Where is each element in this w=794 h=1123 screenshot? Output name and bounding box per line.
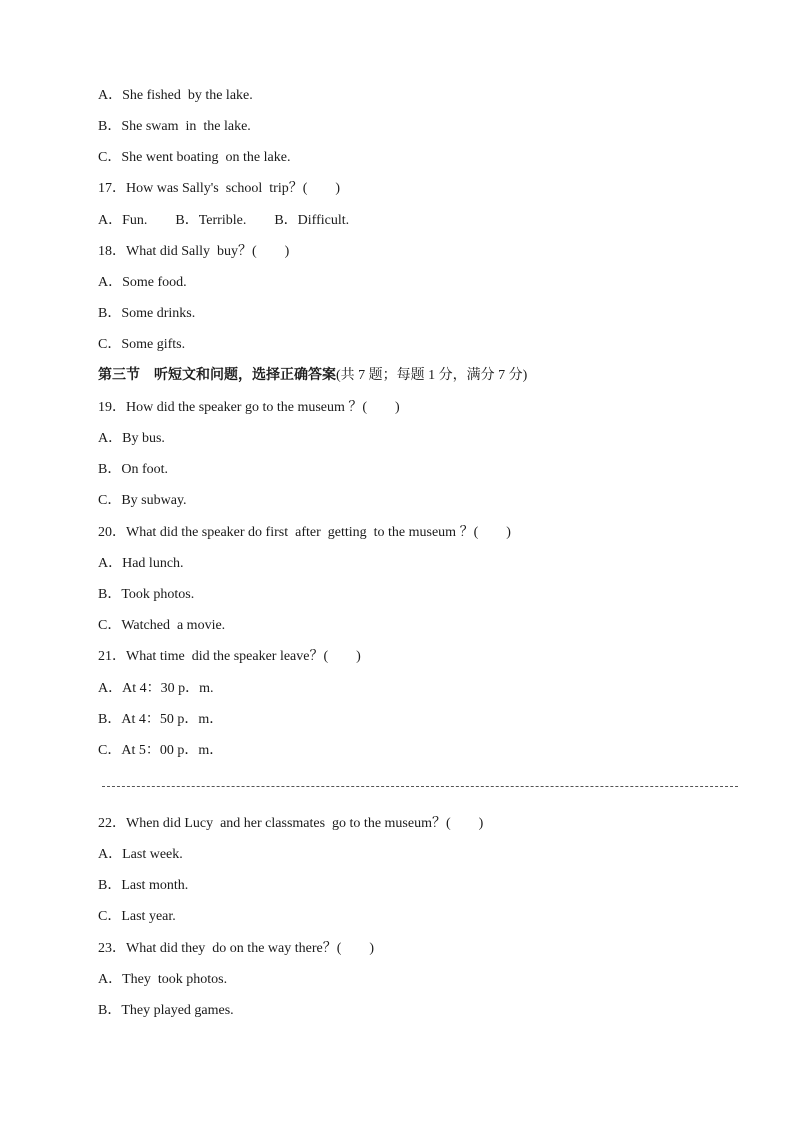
option-23b: B．They played games. — [98, 1003, 234, 1018]
question-23: 23．What did they do on the way there？( ) — [98, 941, 375, 956]
question-19: 19．How did the speaker go to the museum ？( ) — [98, 400, 400, 415]
options-17: A．Fun. B．Terrible. B．Difficult. — [98, 213, 350, 228]
option-16b: B．She swam in the lake. — [98, 119, 251, 134]
option-22b: B．Last month. — [98, 878, 189, 893]
option-19b: B．On foot. — [98, 462, 168, 477]
option-21c: C．At 5：00 p．m． — [98, 743, 224, 758]
question-21: 21．What time did the speaker leave？( ) — [98, 649, 361, 664]
option-18c: C．Some gifts. — [98, 337, 186, 352]
option-16c: C．She went boating on the lake. — [98, 150, 291, 165]
option-18a: A．Some food. — [98, 275, 187, 290]
option-20b: B．Took photos. — [98, 587, 195, 602]
option-18b: B．Some drinks. — [98, 306, 196, 321]
question-22: 22．When did Lucy and her classmates go to the museum？( ) — [98, 816, 484, 831]
option-20a: A．Had lunch. — [98, 556, 184, 571]
section-heading — [98, 367, 527, 385]
option-23a: A．They took photos. — [98, 972, 228, 987]
section-note: (共 7 题；每题 1 分，满分 7 分) — [336, 368, 528, 383]
option-22c: C．Last year. — [98, 909, 176, 924]
question-20: 20．What did the speaker do first after getting to the museum ？( ) — [98, 525, 511, 540]
option-22a: A．Last week. — [98, 847, 183, 862]
option-21a: A．At 4：30 p．m. — [98, 681, 214, 696]
option-19c: C．By subway. — [98, 493, 187, 508]
question-18: 18．What did Sally buy？( ) — [98, 244, 290, 259]
option-19a: A．By bus. — [98, 431, 165, 446]
option-16a: A．She fished by the lake. — [98, 88, 253, 103]
question-17: 17．How was Sally's school trip？( ) — [98, 181, 341, 196]
option-21b: B．At 4：50 p．m． — [98, 712, 224, 727]
option-20c: C．Watched a movie. — [98, 618, 226, 633]
section-title: 第三节 听短文和问题，选择正确答案 — [98, 368, 336, 383]
dashed-divider — [102, 786, 738, 787]
